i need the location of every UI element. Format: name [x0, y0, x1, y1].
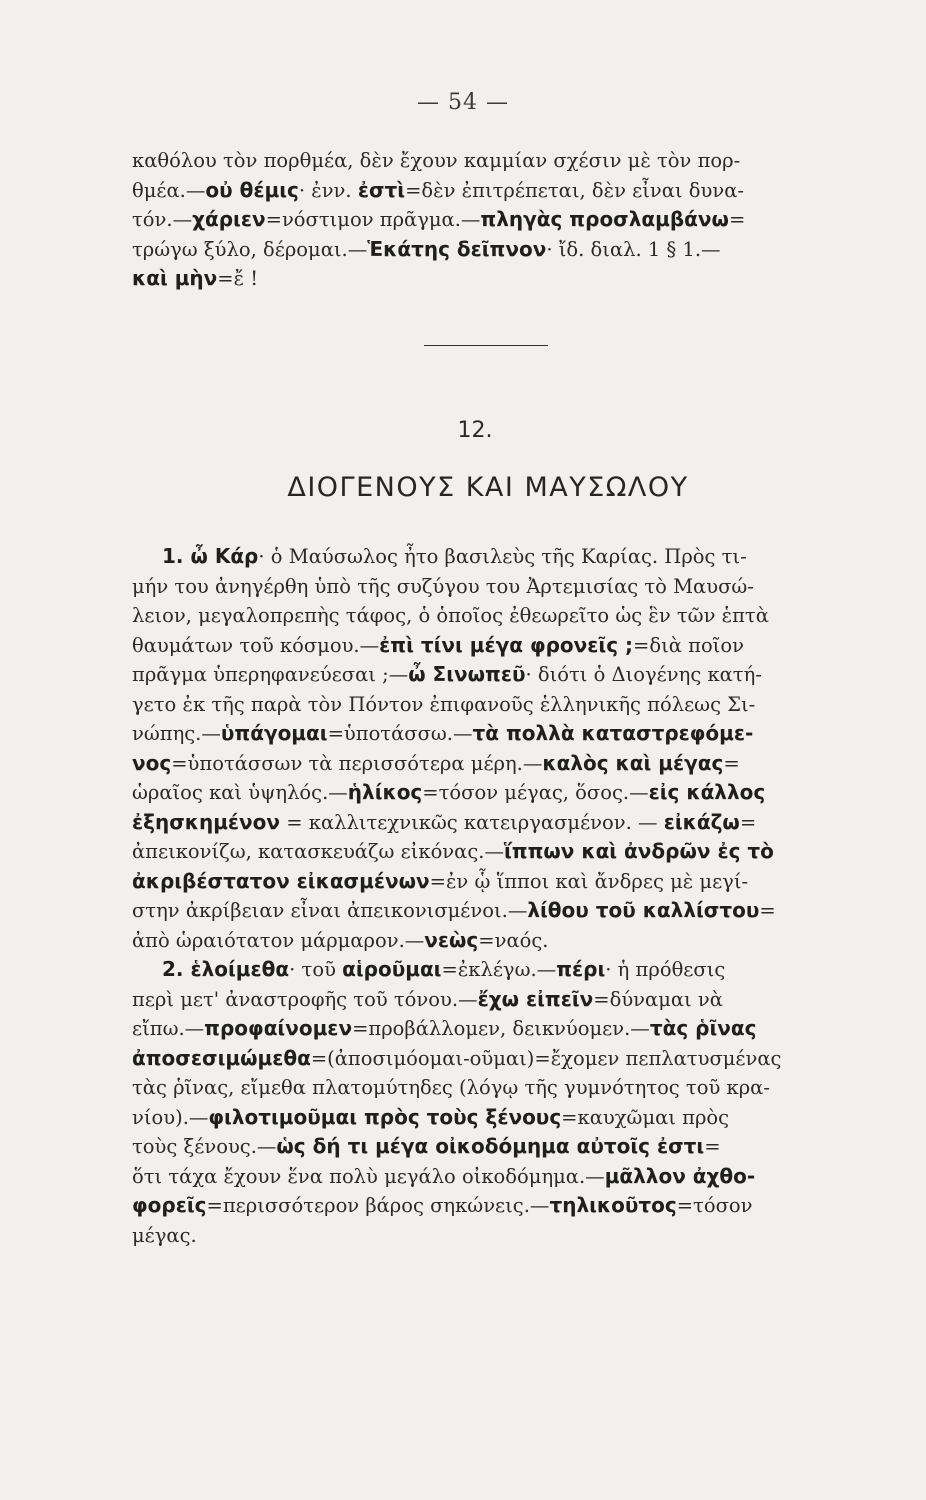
gloss-text: · διότι ὁ Διογένης κατή- — [525, 663, 762, 686]
headword: Ἑκάτης δεῖπνον — [367, 236, 547, 261]
headword: τὰς ῥῖνας — [649, 1016, 757, 1040]
gloss-text: =προβάλλομεν, δεικνύομεν.— — [352, 1017, 650, 1040]
text-line — [132, 867, 832, 897]
gloss-text: · ἡ πρόθεσις — [605, 958, 726, 981]
headword: ἐστὶ — [357, 177, 406, 202]
text-line — [132, 1132, 832, 1162]
headword: ἵππων καὶ ἀνδρῶν ἐς τὸ — [503, 839, 774, 863]
headword: ἀκριβέστατον εἰκασμένων — [132, 868, 430, 893]
headword: ὦ Σινωπεῦ — [408, 662, 526, 686]
text-line — [132, 808, 832, 838]
gloss-text: καθόλου τὸν πορθμέα, δὲν ἔχουν καμμίαν σχέσιν μὲ τὸν πορ- — [132, 149, 741, 172]
text-line — [132, 264, 832, 294]
headword: προφαίνομεν — [204, 1016, 353, 1040]
commentary-body — [132, 542, 832, 1250]
headword: εἰκάζω — [663, 809, 740, 834]
gloss-text: =διὰ ποῖον — [633, 633, 744, 657]
text-line — [132, 926, 832, 956]
page-number: — 54 — — [417, 90, 509, 115]
gloss-text: στην ἀκρίβειαν εἶναι ἀπεικονισμένοι.— — [132, 899, 528, 922]
headword: ἀποσεσιμώμεθα — [132, 1045, 311, 1070]
gloss-text: τρώγω ξύλο, δέρομαι.— — [132, 237, 368, 261]
headword: ἔχω εἰπεῖν — [477, 986, 594, 1011]
gloss-text: = καλλιτεχνικῶς κατειργασμένον. — — [280, 810, 664, 834]
gloss-text: =δύναμαι νὰ — [593, 987, 723, 1011]
text-line — [132, 601, 832, 631]
gloss-text: =ἐκλέγω.— — [441, 958, 557, 981]
gloss-text: =περισσότερον βάρος σηκώνεις.— — [206, 1194, 550, 1217]
gloss-text: ἀπεικονίζω, κατασκευάζω εἰκόνας.— — [132, 840, 504, 863]
text-line — [132, 985, 832, 1015]
headword: καλὸς καὶ μέγας — [542, 750, 724, 775]
gloss-text: = — [728, 208, 746, 231]
gloss-text: ὅτι τάχα ἔχουν ἕνα πολὺ μεγάλο οἰκοδόμημα.— — [132, 1164, 605, 1188]
text-line — [132, 955, 832, 985]
gloss-text: =νόστιμον πρᾶγμα.— — [265, 208, 481, 231]
gloss-text: = — [704, 1135, 721, 1158]
gloss-text: περὶ μετ' ἀναστροφῆς τοῦ τόνου.— — [132, 987, 478, 1011]
text-line — [132, 660, 832, 690]
gloss-text: ἀπὸ ὡραιότατον μάρμαρον.— — [132, 928, 425, 952]
gloss-text: · τοῦ — [289, 958, 343, 981]
gloss-text: · ἐνν. — [298, 178, 358, 202]
text-line — [132, 1044, 832, 1074]
gloss-text: πρᾶγμα ὑπερηφανεύεσαι ;— — [132, 663, 409, 686]
gloss-text: μήν του ἀνηγέρθη ὑπὸ τῆς συζύγου του Ἀρτεμισίας τὸ Μαυσώ- — [132, 574, 754, 598]
gloss-text: · ἴδ. διαλ. 1 § 1.— — [546, 237, 721, 261]
headword: μᾶλλον ἀχθο- — [604, 1163, 756, 1188]
gloss-text: τὰς ῥῖνας, εἴμεθα πλατομύτηδες (λόγῳ τῆς γυμνότητος τοῦ κρα- — [132, 1076, 770, 1099]
headword: φιλοτιμοῦμαι πρὸς τοὺς ξένους — [208, 1104, 562, 1129]
gloss-text: ὡραῖος καὶ ὑψηλός.— — [132, 781, 348, 804]
text-line — [132, 631, 832, 661]
headword: πληγὰς προσλαμβάνω — [480, 207, 729, 231]
gloss-text: =ὑποτάσσω.— — [327, 722, 473, 745]
gloss-text: = — [739, 810, 757, 834]
headword: πέρι — [556, 957, 606, 981]
gloss-text: =(ἀποσιμόομαι-οῦμαι)=ἔχομεν πεπλατυσμένας — [310, 1046, 782, 1070]
gloss-text: τόν.— — [132, 208, 193, 231]
gloss-text: λειον, μεγαλοπρεπὴς τάφος, ὁ ὁποῖος ἐθεωρεῖτο ὡς ἓν τῶν ἑπτὰ — [132, 604, 769, 627]
gloss-text: εἴπω.— — [132, 1017, 205, 1040]
headword: νος — [132, 750, 172, 775]
gloss-text: =ὑποτάσσων τὰ περισσότερα μέρη.— — [171, 751, 543, 775]
gloss-text: γετο ἐκ τῆς παρὰ τὸν Πόντον ἐπιφανοῦς ἑλληνικῆς πόλεως Σι- — [132, 692, 756, 716]
gloss-text: νίου).— — [132, 1105, 209, 1129]
gloss-text: =ἔ ! — [217, 267, 259, 290]
headword: ἐξησκημένον — [132, 809, 281, 834]
headword: 1. ὦ Κάρ — [162, 544, 259, 568]
text-line — [132, 1103, 832, 1133]
headword: ὡς δή τι μέγα οἰκοδόμημα αὐτοῖς ἐστι — [276, 1134, 705, 1158]
section-divider — [424, 345, 548, 346]
text-line — [132, 778, 832, 808]
gloss-text: =ἐν ᾧ ἵπποι καὶ ἄνδρες μὲ μεγί- — [429, 869, 749, 893]
gloss-text: =τόσον — [676, 1194, 753, 1217]
text-line — [132, 146, 832, 176]
gloss-text: · ὁ Μαύσωλος ἦτο βασιλεὺς τῆς Καρίας. Πρὸς τι- — [258, 545, 747, 568]
headword: 2. ἑλοίμεθα — [162, 957, 290, 981]
headword: χάριεν — [192, 207, 266, 231]
gloss-text: =καυχῶμαι πρὸς — [561, 1105, 730, 1129]
headword: οὐ θέμις — [205, 177, 299, 202]
gloss-text: = — [723, 751, 740, 775]
headword: λίθου τοῦ καλλίστου — [527, 898, 760, 922]
text-line — [132, 572, 832, 602]
headword: εἰς κάλλος — [648, 780, 766, 804]
top-paragraph — [132, 146, 832, 294]
text-line — [132, 749, 832, 779]
text-line — [132, 1191, 832, 1221]
text-line — [132, 1073, 832, 1103]
gloss-text: θμέα.— — [132, 178, 206, 202]
headword: καὶ μὴν — [132, 266, 218, 290]
text-line — [132, 1162, 832, 1192]
gloss-text: νώπης.— — [132, 722, 221, 745]
text-line — [132, 690, 832, 720]
text-line — [132, 1221, 832, 1251]
gloss-text: =ναός. — [478, 928, 549, 952]
headword: τηλικοῦτος — [549, 1193, 677, 1217]
text-line — [132, 896, 832, 926]
section-number: 12. — [457, 418, 493, 443]
section-title: ΔΙΟΓΕΝΟΥΣ ΚΑΙ ΜΑΥΣΩΛΟΥ — [287, 472, 689, 503]
text-line — [132, 542, 832, 572]
headword: ὑπάγομαι — [220, 721, 328, 745]
gloss-text: = — [759, 899, 776, 922]
gloss-text: μέγας. — [132, 1223, 197, 1247]
gloss-text: =δὲν ἐπιτρέπεται, δὲν εἶναι δυνα- — [405, 178, 744, 202]
headword: ἐπὶ τίνι μέγα φρονεῖς ; — [379, 632, 634, 657]
gloss-text: θαυμάτων τοῦ κόσμου.— — [132, 633, 380, 657]
text-line — [132, 837, 832, 867]
headword: τὰ πολλὰ καταστρεφόμε- — [472, 721, 754, 745]
headword: νεὼς — [424, 927, 479, 952]
text-line — [132, 235, 832, 265]
headword: ἡλίκος — [347, 780, 423, 804]
text-line — [132, 176, 832, 206]
headword: αἱροῦμαι — [342, 957, 442, 981]
text-line — [132, 1014, 832, 1044]
text-line — [132, 719, 832, 749]
headword: φορεῖς — [132, 1193, 207, 1217]
text-line — [132, 205, 832, 235]
gloss-text: τοὺς ξένους.— — [132, 1135, 277, 1158]
gloss-text: =τόσον μέγας, ὅσος.— — [422, 781, 649, 804]
